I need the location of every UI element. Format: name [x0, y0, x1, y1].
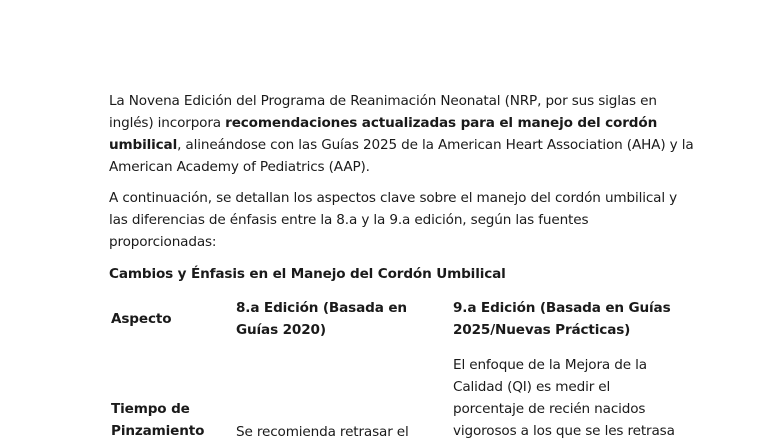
header-aspect: Aspecto [111, 311, 172, 327]
continuation-paragraph: A continuación, se detallan los aspectos clave sobre el manejo del cordón umbilical y las diferencias de énfasis entre la 8.a y la 9.a edición, según las fuentes proporcionadas: [109, 190, 678, 250]
intro-emphasis: recomendaciones actualizadas para el manejo del cordón umbilical [109, 115, 658, 153]
intro-text-end: , alineándose con las Guías 2025 de la American Heart Association (AHA) y la American Academy of Pediatrics (AAP). [109, 137, 694, 175]
header-edition-9: 9.a Edición (Basada en Guías 2025/Nuevas Prácticas) [453, 300, 671, 338]
row-edition-9-cell: El enfoque de la Mejora de la Calidad (QI) es medir el porcentaje de recién nacidos vigorosos a los que se les retrasa [453, 357, 675, 439]
row-aspect-cell: Tiempo de Pinzamiento [111, 401, 205, 439]
intro-text-start: La Novena Edición del Programa de Reanimación Neonatal (NRP, por sus siglas en inglés) incorpora [109, 93, 657, 131]
section-heading: Cambios y Énfasis en el Manejo del Cordón Umbilical [109, 266, 506, 282]
intro-paragraph [109, 90, 699, 178]
header-edition-8: 8.a Edición (Basada en Guías 2020) [236, 300, 407, 338]
row-edition-8-cell: Se recomienda retrasar el [236, 424, 409, 440]
